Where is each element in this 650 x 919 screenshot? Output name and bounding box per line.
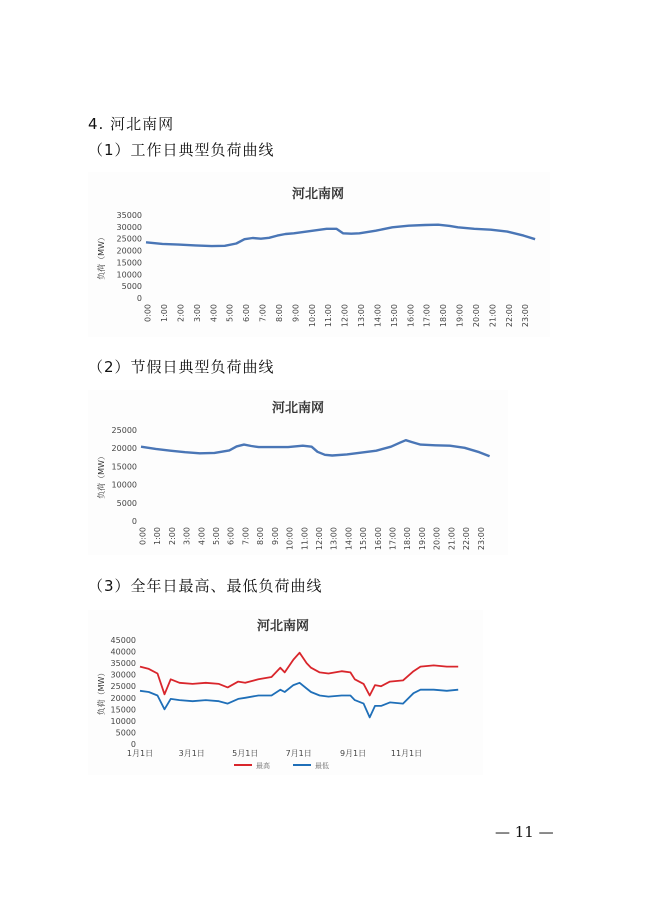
x-tick-label: 17:00: [422, 304, 432, 328]
x-tick-label: 1:00: [153, 527, 163, 545]
x-tick-label: 22:00: [504, 304, 514, 328]
x-tick-label: 22:00: [462, 527, 472, 551]
x-tick-label: 4:00: [209, 304, 219, 322]
x-tick-label: 21:00: [488, 304, 498, 328]
x-tick-label: 7月1日: [285, 749, 312, 758]
y-tick-label: 0: [131, 517, 137, 526]
y-tick-label: 25000: [110, 682, 136, 692]
x-tick-label: 18:00: [439, 304, 449, 328]
x-tick-label: 3月1日: [178, 749, 205, 758]
x-tick-label: 12:00: [314, 527, 324, 551]
x-tick-label: 13:00: [329, 527, 339, 551]
y-tick-label: 35000: [110, 659, 136, 669]
subheading-annual: （3）全年日最高、最低负荷曲线: [88, 577, 323, 595]
x-tick-label: 15:00: [359, 527, 369, 551]
x-tick-label: 6:00: [242, 304, 252, 322]
chart-workday-svg: [88, 172, 550, 337]
y-tick-label: 10000: [110, 716, 136, 726]
chart-workday: [88, 172, 550, 337]
y-tick-label: 0: [130, 740, 136, 749]
subheading-holiday: （2）节假日典型负荷曲线: [88, 358, 275, 376]
x-tick-label: 20:00: [432, 527, 442, 551]
y-tick-label: 40000: [110, 647, 136, 657]
x-tick-label: 3:00: [182, 527, 192, 545]
y-tick-label: 30000: [116, 222, 142, 232]
x-tick-label: 10:00: [307, 304, 317, 328]
legend-label-min: 最低: [315, 762, 329, 770]
x-tick-label: 7:00: [241, 527, 251, 545]
x-tick-label: 5月1日: [232, 749, 259, 758]
x-tick-label: 21:00: [447, 527, 457, 551]
load-line: [141, 440, 490, 456]
x-tick-label: 15:00: [389, 304, 399, 328]
x-tick-label: 9月1日: [339, 749, 367, 758]
x-tick-label: 14:00: [373, 304, 383, 328]
x-tick-label: 11:00: [300, 527, 310, 551]
x-tick-label: 9:00: [270, 527, 280, 545]
chart-holiday-svg: [88, 390, 508, 555]
x-tick-label: 0:00: [143, 304, 153, 322]
y-tick-label: 20000: [110, 693, 136, 703]
x-tick-label: 13:00: [357, 304, 367, 328]
y-tick-label: 25000: [116, 234, 142, 244]
min-line: [140, 683, 458, 718]
y-tick-label: 5000: [121, 282, 142, 292]
chart-holiday: [88, 390, 508, 555]
y-tick-label: 5000: [116, 498, 137, 508]
x-tick-label: 5:00: [225, 304, 235, 322]
section-heading: 4. 河北南网: [88, 115, 175, 133]
x-tick-label: 14:00: [344, 527, 354, 551]
x-tick-label: 16:00: [406, 304, 416, 328]
y-tick-label: 30000: [110, 670, 136, 680]
x-tick-label: 5:00: [212, 527, 222, 545]
x-tick-label: 4:00: [197, 527, 207, 545]
y-tick-label: 20000: [111, 444, 137, 454]
y-tick-label: 5000: [115, 728, 136, 738]
max-line: [140, 653, 458, 696]
x-tick-label: 10:00: [285, 527, 295, 551]
y-tick-label: 20000: [116, 246, 142, 256]
y-tick-label: 45000: [110, 636, 136, 645]
x-tick-label: 19:00: [455, 304, 465, 328]
x-tick-label: 8:00: [256, 527, 266, 545]
x-tick-label: 6:00: [226, 527, 236, 545]
chart-annual: [88, 610, 483, 775]
chart-title: 河北南网: [256, 619, 310, 634]
load-line: [146, 225, 535, 246]
x-tick-label: 17:00: [388, 527, 398, 551]
y-axis-label: 负荷（MW）: [97, 233, 106, 280]
y-tick-label: 25000: [111, 426, 137, 435]
y-tick-label: 10000: [116, 270, 142, 280]
page-number: — 11 —: [495, 823, 554, 841]
x-tick-label: 23:00: [476, 527, 486, 551]
x-tick-label: 1月1日: [126, 749, 154, 758]
x-tick-label: 1:00: [160, 304, 170, 322]
x-tick-label: 19:00: [417, 527, 427, 551]
x-tick-label: 0:00: [138, 527, 148, 545]
y-tick-label: 0: [136, 294, 142, 303]
y-axis-label: 负荷（MW）: [97, 452, 106, 499]
chart-title: 河北南网: [271, 401, 325, 416]
x-tick-label: 23:00: [521, 304, 531, 328]
x-tick-label: 18:00: [403, 527, 413, 551]
x-tick-label: 16:00: [373, 527, 383, 551]
x-tick-label: 2:00: [167, 527, 177, 545]
x-tick-label: 8:00: [274, 304, 284, 322]
x-tick-label: 11:00: [324, 304, 334, 328]
y-tick-label: 15000: [110, 705, 136, 715]
chart-annual-svg: [88, 610, 483, 775]
legend-label-max: 最高: [256, 762, 270, 770]
y-tick-label: 15000: [111, 462, 137, 472]
y-tick-label: 35000: [116, 211, 142, 220]
x-tick-label: 9:00: [291, 304, 301, 322]
x-tick-label: 20:00: [471, 304, 481, 328]
subheading-workday: （1）工作日典型负荷曲线: [88, 141, 275, 159]
x-tick-label: 2:00: [176, 304, 186, 322]
y-axis-label: 负荷（MW）: [97, 668, 106, 716]
x-tick-label: 7:00: [258, 304, 268, 322]
chart-title: 河北南网: [291, 187, 345, 202]
y-tick-label: 10000: [111, 480, 137, 490]
y-tick-label: 15000: [116, 258, 142, 268]
x-tick-label: 3:00: [192, 304, 202, 322]
x-tick-label: 11月1日: [390, 749, 423, 758]
x-tick-label: 12:00: [340, 304, 350, 328]
